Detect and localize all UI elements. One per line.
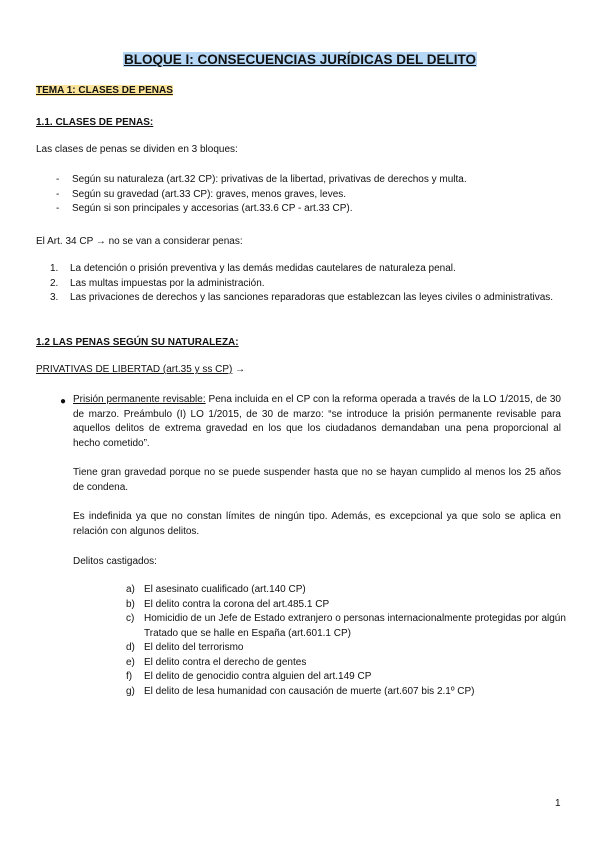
page-number: 1 [555,798,561,809]
no-penas-list [50,262,568,306]
bloques-list [56,173,556,217]
section-heading-clases: 1.1. CLASES DE PENAS: [36,117,154,128]
list-item: d) El delito del terrorismo [126,642,244,653]
prision-paragraph: Prisión permanente revisable: Pena incluida en el CP con la reforma operada a través de la LO 1/2015, de 30 de marzo. Preámbulo (I) LO 1/2015, de 30 de marzo: “se introduce la prisión permanente revisable para aquellos delitos de extrema gravedad en los que los ciudadanos demandaban una pena proporcional al hecho cometido”. [73,394,561,449]
delitos-label: Delitos castigados: [73,556,157,567]
list-item: - Según su naturaleza (art.32 CP): privativas de la libertad, privativas de derechos y multa. [56,173,556,188]
list-item: 2. Las multas impuestas por la administración. [50,277,265,289]
topic-heading: TEMA 1: CLASES DE PENAS [36,85,173,96]
prision-term: Prisión permanente revisable: [73,394,206,405]
list-item: e) El delito contra el derecho de gentes [126,656,307,668]
list-item: a) El asesinato cualificado (art.140 CP) [126,584,306,595]
document-title: BLOQUE I: CONSECUENCIAS JURÍDICAS DEL DELITO [123,52,477,67]
list-item: g) El delito de lesa humanidad con causación de muerte (art.607 bis 2.1º CP) [126,685,475,697]
list-item: b) El delito contra la corona del art.485.1 CP [126,598,330,610]
bullet-icon: ● [60,396,67,407]
intro-paragraph: Las clases de penas se dividen en 3 bloques: [36,144,238,155]
list-item: - Según su gravedad (art.33 CP): graves, menos graves, leves. [56,188,556,203]
list-item: f) El delito de genocidio contra alguien del art.149 CP [126,671,372,682]
art34-paragraph: El Art. 34 CP → no se van a considerar penas: [36,236,243,247]
list-item: 1. La detención o prisión preventiva y las demás medidas cautelares de naturaleza penal. [50,263,456,274]
privativas-heading: PRIVATIVAS DE LIBERTAD (art.35 y ss CP) → [36,364,246,375]
list-item: c) Homicidio de un Jefe de Estado extranjero o personas internacionalmente protegidas por algún Tratado que se halle en España (art.601.1 CP) [126,613,566,639]
list-item: - Según si son principales y accesorias (art.33.6 CP - art.33 CP). [56,202,556,217]
gravedad-paragraph: Tiene gran gravedad porque no se puede suspender hasta que no se hayan cumplido al menos los 25 años de condena. [73,467,561,493]
list-item: 3. Las privaciones de derechos y las sanciones reparadoras que establezcan las leyes civiles o administrativas. [50,292,554,303]
section-heading-naturaleza: 1.2 LAS PENAS SEGÚN SU NATURALEZA: [36,337,239,348]
delitos-list [126,583,566,699]
indefinida-paragraph: Es indefinida ya que no constan límites de ningún tipo. Además, es excepcional ya que solo se aplica en relación con algunos delitos. [73,511,561,537]
